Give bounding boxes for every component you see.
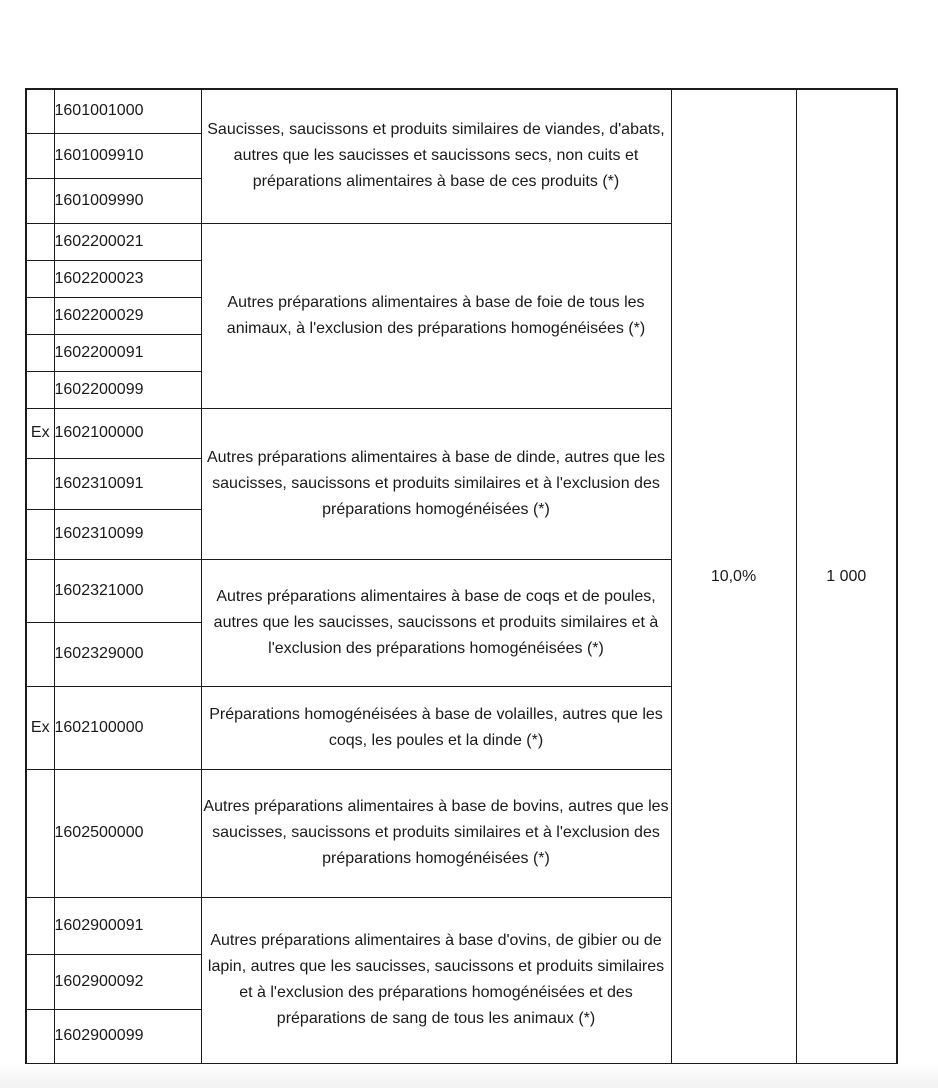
code-cell: 1602200021 (54, 223, 201, 260)
code-cell: 1602200029 (54, 297, 201, 334)
ex-cell (26, 334, 54, 371)
description-cell: Préparations homogénéisées à base de volailles, autres que les coqs, les poules et la dinde (*) (201, 686, 671, 769)
description-cell: Autres préparations alimentaires à base de dinde, autres que les saucisses, saucissons et produits similaires et à l'exclusion des préparations homogénéisées (*) (201, 408, 671, 559)
code-cell: 1602310091 (54, 458, 201, 509)
code-cell: 1602329000 (54, 622, 201, 686)
ex-cell (26, 458, 54, 509)
code-cell: 1602900091 (54, 897, 201, 954)
code-cell: 1602200099 (54, 371, 201, 408)
tariff-quota-table (25, 88, 898, 1065)
description-cell: Autres préparations alimentaires à base de coqs et de poules, autres que les saucisses, saucissons et produits similaires et à l'exclusion des préparations homogénéisées (*) (201, 559, 671, 686)
code-cell: 1601009990 (54, 178, 201, 223)
code-cell: 1602321000 (54, 559, 201, 622)
ex-cell (26, 897, 54, 954)
code-cell: 1602100000 (54, 408, 201, 458)
ex-cell (26, 622, 54, 686)
description-cell: Autres préparations alimentaires à base de bovins, autres que les saucisses, saucissons et produits similaires et à l'exclusion des préparations homogénéisées (*) (201, 769, 671, 897)
ex-cell (26, 133, 54, 178)
code-cell: 1602310099 (54, 509, 201, 559)
ex-cell (26, 178, 54, 223)
code-cell: 1602500000 (54, 769, 201, 897)
ex-cell (26, 297, 54, 334)
ex-cell (26, 223, 54, 260)
table-row (26, 89, 897, 133)
ex-cell (26, 260, 54, 297)
description-cell: Autres préparations alimentaires à base de foie de tous les animaux, à l'exclusion des préparations homogénéisées (*) (201, 223, 671, 408)
ex-cell (26, 1009, 54, 1064)
description-cell: Autres préparations alimentaires à base d'ovins, de gibier ou de lapin, autres que les saucisses, saucissons et produits similaires et à l'exclusion des préparations homogénéisées et des préparations de sang de tous les animaux (*) (201, 897, 671, 1064)
code-cell: 1602200023 (54, 260, 201, 297)
ex-cell (26, 559, 54, 622)
ex-cell (26, 89, 54, 133)
quota-quantity-cell: 1 000 (796, 89, 897, 1064)
code-cell: 1602900092 (54, 954, 201, 1009)
page-bottom-shade (0, 1064, 938, 1088)
ex-cell (26, 509, 54, 559)
ex-cell: Ex (26, 408, 54, 458)
ex-cell (26, 371, 54, 408)
code-cell: 1602200091 (54, 334, 201, 371)
code-cell: 1602100000 (54, 686, 201, 769)
rate-cell: 10,0% (671, 89, 796, 1064)
ex-cell (26, 954, 54, 1009)
description-cell: Saucisses, saucissons et produits similaires de viandes, d'abats, autres que les saucisses et saucissons secs, non cuits et préparations alimentaires à base de ces produits (*) (201, 89, 671, 223)
code-cell: 1601009910 (54, 133, 201, 178)
code-cell: 1602900099 (54, 1009, 201, 1064)
ex-cell (26, 769, 54, 897)
code-cell: 1601001000 (54, 89, 201, 133)
ex-cell: Ex (26, 686, 54, 769)
